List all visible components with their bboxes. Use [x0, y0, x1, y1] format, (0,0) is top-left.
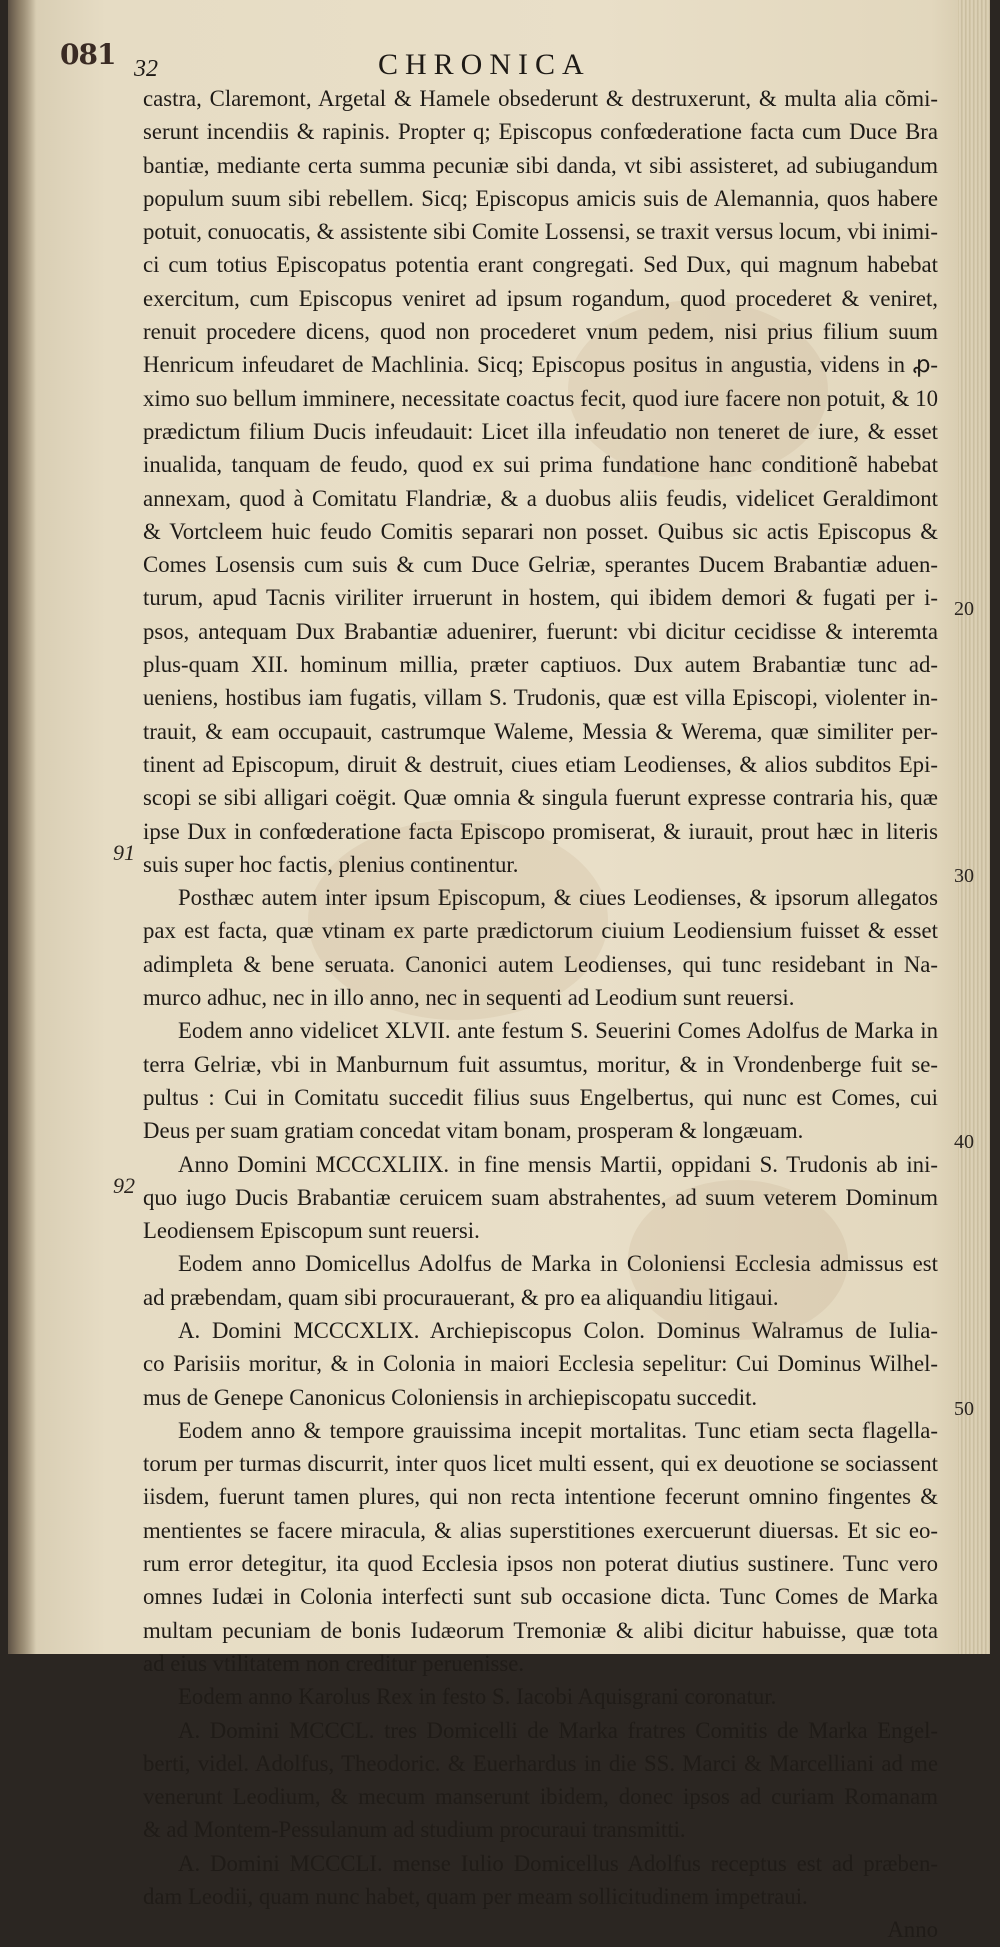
text-line: adimpleta & bene seruata. Canonici autem Leodienses, qui tunc residebant in Na- [143, 951, 938, 977]
text-line: & ad Montem-Pessulanum ad studium procuraui transmitti. [143, 1817, 686, 1843]
text-line: suis super hoc factis, plenius continentur. [143, 851, 519, 877]
text-line: rum error detegitur, ita quod Ecclesia ipsos non poterat diutius sustinere. Tunc vero [143, 1551, 938, 1577]
text-line: A. Domini MCCCLI. mense Iulio Domicellus Adolfus receptus est ad præben- [178, 1850, 938, 1876]
text-line: ueniens, hostibus iam fugatis, villam S. Trudonis, quæ est villa Episcopi, violenter in- [143, 685, 938, 711]
text-line: populum suum sibi rebellem. Sicq; Episcopus amicis suis de Alemannia, quos habere [143, 185, 938, 211]
running-title: CHRONICA [378, 48, 591, 81]
line-number-50: 50 [954, 1398, 974, 1420]
text-line: A. Domini MCCCL. tres Domicelli de Marka fratres Comitis de Marka Engel- [178, 1717, 938, 1743]
text-line: turum, apud Tacnis viriliter irruerunt in hostem, qui ibidem demori & fugati per i- [143, 585, 938, 611]
text-line: omnes Iudæi in Colonia interfecti sunt sub occasione dicta. Tunc Comes de Marka [143, 1584, 938, 1610]
manuscript-number: 081 [60, 38, 116, 71]
page-number: 32 [134, 56, 158, 82]
chronicle-body-text [143, 82, 938, 1947]
text-line: plus-quam XII. hominum millia, præter captiuos. Dux autem Brabantiæ tunc ad- [143, 652, 938, 678]
text-line: iisdem, fuerunt tamen plures, qui non recta intentione fecerunt omnino fingentes & [143, 1484, 938, 1510]
text-line: ximo suo bellum imminere, necessitate coactus fecit, quod iure facere non potuit, & 10 [143, 385, 938, 411]
text-line: ipse Dux in confœderatione facta Episcopo promiserat, & iurauit, prout hæc in literis [143, 818, 938, 844]
text-line: multam pecuniam de bonis Iudæorum Tremoniæ & alibi dicitur habuisse, quæ tota [143, 1617, 938, 1643]
text-line: Anno Domini MCCCXLIIX. in fine mensis Martii, oppidani S. Trudonis ab ini- [178, 1151, 938, 1177]
text-line: mus de Genepe Canonicus Coloniensis in archiepiscopatu succedit. [143, 1384, 758, 1410]
text-line: inualida, tanquam de feudo, quod ex sui prima fundatione hanc conditionẽ habebat [143, 452, 938, 478]
text-line: psos, antequam Dux Brabantiæ aduenirer, fuerunt: vbi dicitur cecidisse & interemta [143, 618, 938, 644]
catchword: Anno [887, 1917, 938, 1943]
text-line: ad præbendam, quam sibi procurauerant, & pro ea aliquandiu litigaui. [143, 1284, 779, 1310]
text-line: A. Domini MCCCXLIX. Archiepiscopus Colon. Dominus Walramus de Iulia- [178, 1317, 938, 1343]
text-line: renuit procedere dicens, quod non procederet vnum pedem, nisi prius filium suum [143, 319, 938, 345]
text-line: Comes Losensis cum suis & cum Duce Gelriæ, sperantes Ducem Brabantiæ aduen- [143, 552, 938, 578]
text-line: quo iugo Ducis Brabantiæ ceruicem suam abstrahentes, ad suum veterem Dominum [143, 1184, 938, 1210]
line-number-40: 40 [954, 1131, 974, 1153]
text-line: tinent ad Episcopum, diruit & destruit, ciues etiam Leodienses, & alios subditos Epi- [143, 751, 938, 777]
text-line: Henricum infeudaret de Machlinia. Sicq; Episcopus positus in angustia, videns in ꝓ- [143, 352, 938, 378]
margin-note-91: 91 [113, 840, 135, 865]
text-line: Eodem anno & tempore grauissima incepit mortalitas. Tunc etiam secta flagella- [178, 1417, 938, 1443]
text-line: ci cum totius Episcopatus potentia erant congregati. Sed Dux, qui magnum habebat [143, 252, 938, 278]
text-line: prædictum filium Ducis infeudauit: Licet illa infeudatio non teneret de iure, & esset [143, 418, 938, 444]
text-line: berti, videl. Adolfus, Theodoric. & Euerhardus in die SS. Marci & Marcelliani ad me [143, 1750, 938, 1776]
text-line: terra Gelriæ, vbi in Manburnum fuit assumtus, moritur, & in Vrondenberge fuit se- [143, 1051, 938, 1077]
text-line: torum per turmas discurrit, inter quos licet multi essent, qui ex deuotione se sociassent [143, 1451, 938, 1477]
text-line: dam Leodii, quam nunc habet, quam per meam sollicitudinem impetraui. [143, 1884, 808, 1910]
text-line: castra, Claremont, Argetal & Hamele obsederunt & destruxerunt, & multa alia cõmi- [143, 86, 938, 111]
text-line: bantiæ, mediante certa summa pecuniæ sibi danda, vt sibi assisteret, ad subiugandum [143, 152, 938, 178]
text-line: Deus per suam gratiam concedat vitam bonam, prosperam & longæuam. [143, 1118, 804, 1144]
line-number-30: 30 [954, 865, 974, 887]
text-line: Eodem anno Karolus Rex in festo S. Iacobi Aquisgrani coronatur. [178, 1684, 777, 1710]
text-line: Eodem anno Domicellus Adolfus de Marka in Coloniensi Ecclesia admissus est [178, 1251, 938, 1277]
line-number-20: 20 [954, 598, 974, 620]
text-line: potuit, conuocatis, & assistente sibi Comite Lossensi, se traxit versus locum, vbi inimi- [143, 219, 938, 245]
book-spine-shadow [8, 0, 36, 1654]
text-line: ad eius vtilitatem non creditur peruenisse. [143, 1650, 525, 1676]
text-line: pultus : Cui in Comitatu succedit filius suus Engelbertus, qui nunc est Comes, cui [143, 1084, 938, 1110]
text-line: venerunt Leodium, & mecum manserunt ibidem, donec ipsos ad curiam Romanam [143, 1784, 938, 1810]
text-line: trauit, & eam occupauit, castrumque Waleme, Messia & Werema, quæ similiter per- [143, 718, 938, 744]
text-line: Leodiensem Episcopum sunt reuersi. [143, 1218, 480, 1244]
text-line: exercitum, cum Episcopus veniret ad ipsum rogandum, quod procederet & veniret, [143, 285, 938, 311]
text-line: Eodem anno videlicet XLVII. ante festum S. Seuerini Comes Adolfus de Marka in [178, 1018, 938, 1044]
text-line: co Parisiis moritur, & in Colonia in maiori Ecclesia sepelitur: Cui Dominus Wilhel- [143, 1351, 938, 1377]
text-line: scopi se sibi alligari coëgit. Quæ omnia & singula fuerunt expresse contraria his, quæ [143, 785, 938, 811]
margin-note-92: 92 [113, 1173, 135, 1198]
text-line: & Vortcleem huic feudo Comitis separari non posset. Quibus sic actis Episcopus & [143, 518, 938, 544]
text-line: serunt incendiis & rapinis. Propter q; Episcopus confœderatione facta cum Duce Bra [143, 119, 938, 145]
text-line: pax est facta, quæ vtinam ex parte prædictorum ciuium Leodiensium fuisset & esset [143, 918, 938, 944]
text-line: murco adhuc, nec in illo anno, nec in sequenti ad Leodium sunt reuersi. [143, 985, 795, 1011]
text-line: Posthæc autem inter ipsum Episcopum, & ciues Leodienses, & ipsorum allegatos [178, 885, 938, 911]
text-line: mentientes se facere miracula, & alias superstitiones exercuerunt diuersas. Et sic eo- [143, 1517, 938, 1543]
text-line: annexam, quod à Comitatu Flandriæ, & a duobus aliis feudis, videlicet Geraldimont [143, 485, 938, 511]
book-page [8, 0, 990, 1943]
